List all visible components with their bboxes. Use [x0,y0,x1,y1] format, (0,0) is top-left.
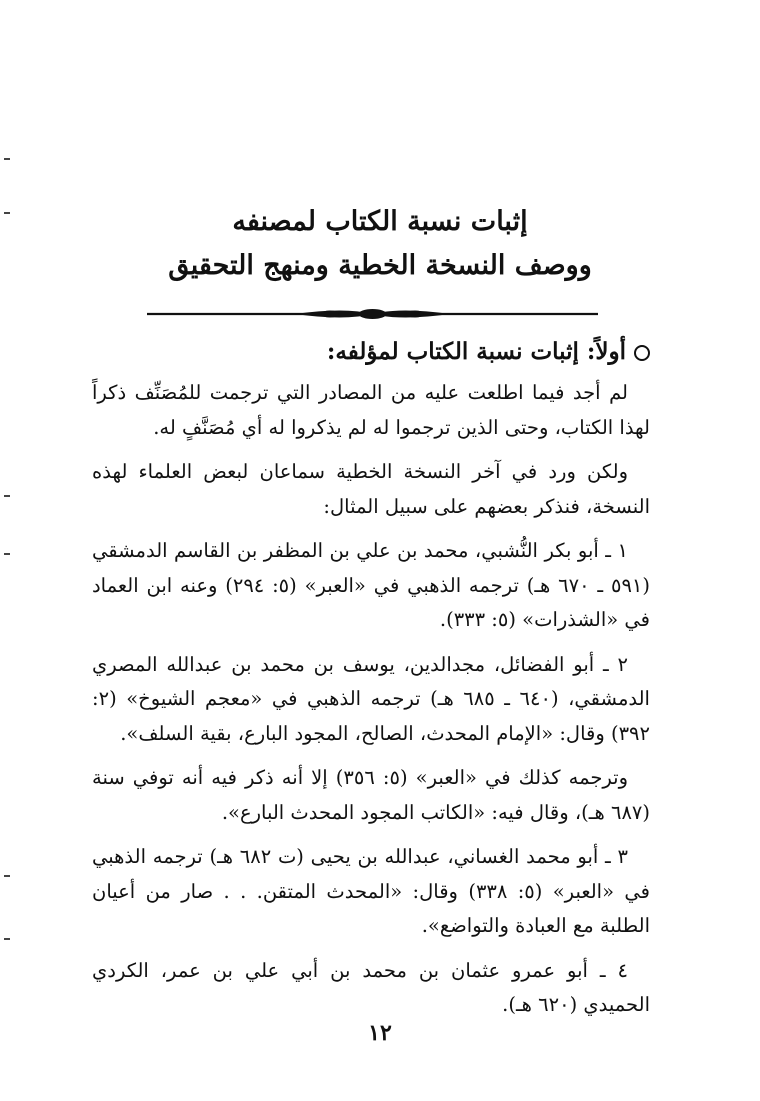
paragraph: لم أجد فيما اطلعت عليه من المصادر التي ترجمت للمُصَنِّف ذكراً لهذا الكتاب، وحتى الذين ترجموا له لم يذكروا له أي مُصَنَّفٍ له. [92,381,650,439]
margin-mark [4,212,10,214]
page-number: ١٢ [368,1020,392,1046]
chapter-title-line-1: إثبات نسبة الكتاب لمصنفه [232,206,528,237]
paragraph: ٣ ـ أبو محمد الغساني، عبدالله بن يحيى (ت ٦٨٢ هـ) ترجمه الذهبي في «العبر» (٥: ٣٣٨) وقال: «المحدث المتقن. . . صار من أعيان الطلبة مع العبادة والتواضع». [92,845,650,937]
section-heading [92,332,650,372]
circle-bullet-icon [634,345,650,361]
margin-mark [4,495,10,497]
page-content [92,332,650,1033]
paragraph: ولكن ورد في آخر النسخة الخطية سماعان لبعض العلماء لهذه النسخة، فنذكر بعضهم على سبيل المثال: [92,460,650,518]
chapter-title-line-2: ووصف النسخة الخطية ومنهج التحقيق [168,250,592,281]
margin-mark [4,938,10,940]
margin-mark [4,158,10,160]
margin-mark [4,553,10,555]
chapter-title [120,200,640,288]
section-heading-text: أولاً: إثبات نسبة الكتاب لمؤلفه: [326,338,626,365]
paragraph: ٢ ـ أبو الفضائل، مجدالدين، يوسف بن محمد بن عبدالله المصري الدمشقي، (٦٤٠ ـ ٦٨٥ هـ) ترجمه الذهبي في «معجم الشيوخ» (٢: ٣٩٢) وقال: «الإمام المحدث، الصالح، المجود البارع، بقية السلف». [92,652,650,745]
paragraph: وترجمه كذلك في «العبر» (٥: ٣٥٦) إلا أنه ذكر فيه أنه توفي سنة (٦٨٧ هـ)، وقال فيه: «الكاتب المجود المحدث البارع». [92,766,650,824]
paragraph: ١ ـ أبو بكر النُّشبي، محمد بن علي بن المظفر بن القاسم الدمشقي (٥٩١ ـ ٦٧٠ هـ) ترجمه الذهبي في «العبر» (٥: ٢٩٤) وعنه ابن العماد في «الشذرات» (٥: ٣٣٣). [92,539,650,631]
margin-mark [4,875,10,877]
paragraph: ٤ ـ أبو عمرو عثمان بن محمد بن أبي علي بن عمر، الكردي الحميدي (٦٢٠ هـ). [92,958,650,1016]
ornament-divider [145,304,600,324]
